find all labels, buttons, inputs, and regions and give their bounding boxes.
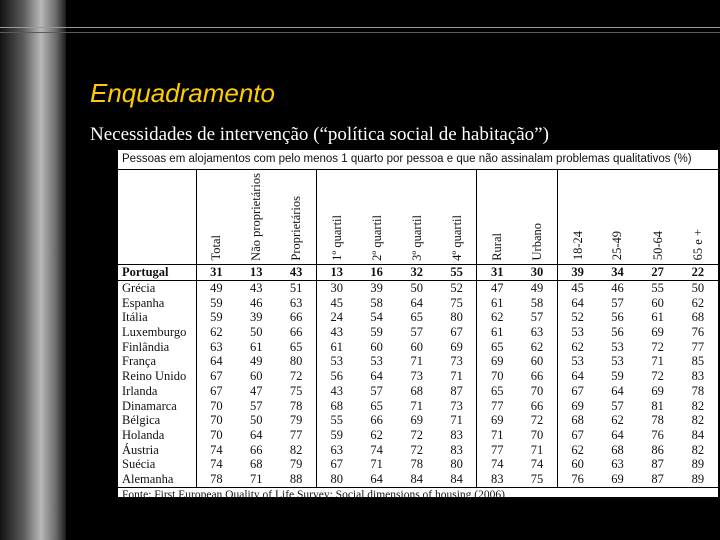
table-cell: 77: [477, 399, 517, 414]
table-cell: 67: [196, 384, 236, 399]
table-cell: 57: [249, 398, 263, 413]
table-cell: 50: [410, 280, 424, 295]
table-body: [118, 265, 718, 488]
table-cell: 62: [557, 340, 597, 355]
column-header: [477, 169, 517, 265]
table-cell: 61: [477, 325, 517, 340]
table-row: [118, 310, 718, 325]
country-name: Suécia: [122, 457, 156, 472]
table-cell: 50: [691, 280, 705, 295]
table-cell: 70: [530, 383, 544, 398]
table-cell: 47: [249, 383, 263, 398]
column-header-label: 50-64: [650, 231, 665, 261]
table-cell: 52: [450, 280, 463, 295]
table-cell: 72: [651, 369, 664, 384]
country-name: França: [122, 354, 157, 369]
table-cell: 60: [410, 339, 424, 354]
table-cell: 65: [289, 339, 303, 354]
table-cell: 59: [316, 428, 356, 443]
corner-cell: [118, 169, 196, 265]
table-cell: 49: [196, 280, 236, 295]
table-cell: 57: [611, 295, 624, 310]
table-cell: 49: [530, 280, 544, 295]
column-header: [196, 169, 236, 265]
table-cell: 13: [316, 265, 356, 281]
column-header-row: [118, 169, 718, 265]
table-source-note: Fonte: First European Quality of Life Survey: Social dimensions of housing (2006): [118, 487, 718, 502]
table-cell: 61: [316, 340, 356, 355]
table-cell: 70: [477, 369, 517, 384]
country-name: Finlândia: [122, 339, 170, 354]
table-cell: 64: [370, 472, 383, 487]
table-cell: 65: [410, 310, 424, 325]
table-cell: 67: [557, 384, 597, 399]
table-cell: 53: [557, 325, 597, 340]
table-cell: 76: [557, 472, 597, 487]
table-cell: 71: [477, 428, 517, 443]
housing-table: [118, 150, 718, 502]
table-cell: 63: [530, 325, 544, 340]
column-header: [316, 169, 356, 265]
table-cell: 59: [611, 369, 624, 384]
column-header-label: 2º quartil: [369, 214, 384, 261]
table-cell: 75: [450, 295, 463, 310]
column-header-label: Não proprietários: [249, 172, 264, 261]
column-header-label: Proprietários: [289, 195, 304, 261]
table-cell: 50: [249, 413, 263, 428]
table-cell: 72: [530, 413, 544, 428]
table-cell: 78: [691, 383, 705, 398]
table-cell: 43: [276, 265, 316, 281]
table-cell: 72: [289, 369, 303, 384]
table-cell: 13: [236, 265, 276, 281]
table-caption: Pessoas em alojamentos com pelo menos 1 quarto por pessoa e que não assinalam problemas qualitativos (%): [118, 150, 718, 169]
table-cell: 67: [450, 325, 463, 340]
table-cell: 65: [477, 340, 517, 355]
table-cell: 66: [289, 325, 303, 340]
table-cell: 69: [477, 354, 517, 369]
table-cell: 53: [557, 354, 597, 369]
table-cell: 71: [410, 354, 424, 369]
table-cell: 82: [691, 398, 705, 413]
table-cell: 63: [196, 340, 236, 355]
table-cell: 65: [477, 384, 517, 399]
table-cell: 83: [477, 472, 517, 487]
table-cell: 68: [557, 413, 597, 428]
table-cell: 72: [651, 339, 664, 354]
table-cell: 58: [370, 295, 383, 310]
column-header-label: Rural: [490, 232, 505, 261]
table-cell: 57: [611, 398, 624, 413]
table-cell: 78: [289, 398, 303, 413]
table-cell: 46: [611, 280, 624, 295]
table-cell: 51: [289, 280, 303, 295]
table-cell: 62: [691, 295, 705, 310]
table-cell: 39: [370, 280, 383, 295]
slide-title: Enquadramento: [90, 78, 276, 108]
table-cell: 61: [249, 339, 263, 354]
table-row: [118, 296, 718, 311]
table-row: [118, 457, 718, 472]
table-cell: 64: [611, 383, 624, 398]
table-cell: 84: [410, 472, 424, 487]
table-cell: 27: [638, 265, 678, 281]
table-cell: 59: [196, 296, 236, 311]
column-header: [437, 169, 477, 265]
table-cell: 53: [370, 354, 383, 369]
table-cell: 85: [691, 354, 705, 369]
table-cell: 67: [316, 457, 356, 472]
table-cell: 72: [410, 442, 424, 457]
table-cell: 64: [557, 369, 597, 384]
table-cell: 69: [611, 472, 624, 487]
table-cell: 74: [196, 443, 236, 458]
table-cell: 64: [611, 427, 624, 442]
table-cell: 30: [517, 265, 557, 281]
table-row: [118, 354, 718, 369]
table-cell: 34: [597, 265, 637, 281]
table-cell: 64: [557, 296, 597, 311]
table-cell: 68: [249, 457, 263, 472]
table-cell: 39: [249, 310, 263, 325]
table-cell: 86: [651, 442, 664, 457]
table-row: [118, 443, 718, 458]
table-cell: 46: [249, 295, 263, 310]
table-cell: 32: [397, 265, 437, 281]
table-cell: 69: [651, 383, 664, 398]
table-cell: 71: [530, 442, 544, 457]
table-cell: 54: [370, 310, 383, 325]
table-cell: 55: [651, 280, 664, 295]
table-cell: 80: [450, 310, 463, 325]
table-cell: 67: [196, 369, 236, 384]
table-cell: 55: [437, 265, 477, 281]
table-cell: 69: [450, 339, 463, 354]
table-cell: 70: [196, 428, 236, 443]
table-row: [118, 384, 718, 399]
table-cell: 74: [530, 457, 544, 472]
column-header-label: 65 e +: [690, 229, 705, 261]
table-cell: 31: [477, 265, 517, 281]
table-cell: 87: [450, 383, 463, 398]
table-cell: 66: [289, 310, 303, 325]
table-cell: 68: [691, 310, 705, 325]
table-cell: 22: [678, 265, 718, 281]
table-cell: 56: [611, 310, 624, 325]
table-cell: 73: [410, 369, 424, 384]
country-name: Alemanha: [122, 472, 174, 487]
table-cell: 59: [370, 325, 383, 340]
table-cell: 69: [477, 413, 517, 428]
table-cell: 65: [370, 398, 383, 413]
table-cell: 83: [691, 369, 705, 384]
table-cell: 88: [289, 472, 303, 487]
column-header-label: 18-24: [570, 231, 585, 261]
table-cell: 71: [651, 354, 664, 369]
table-cell: 62: [477, 310, 517, 325]
column-header: [597, 169, 637, 265]
table-row: [118, 428, 718, 443]
column-header-label: Total: [209, 235, 224, 261]
table-cell: 31: [196, 265, 236, 281]
country-name: Dinamarca: [122, 398, 177, 413]
table-cell: 71: [450, 369, 463, 384]
country-name: Portugal: [118, 265, 196, 281]
table-cell: 63: [316, 443, 356, 458]
table-cell: 82: [691, 413, 705, 428]
table-cell: 84: [691, 427, 705, 442]
table-cell: 89: [691, 457, 705, 472]
table-cell: 70: [530, 427, 544, 442]
table-cell: 84: [450, 472, 463, 487]
table-cell: 66: [249, 442, 263, 457]
table-row: [118, 325, 718, 340]
column-header-label: 25-49: [610, 231, 625, 261]
column-header: [357, 169, 397, 265]
table-row: [118, 413, 718, 428]
country-name: Luxemburgo: [122, 325, 187, 340]
country-name: Bélgica: [122, 413, 161, 428]
country-name: Grécia: [122, 280, 156, 295]
table-cell: 62: [611, 413, 624, 428]
table-row: [118, 472, 718, 487]
table-cell: 61: [651, 310, 664, 325]
table-row: [118, 399, 718, 414]
table-cell: 57: [370, 383, 383, 398]
table-cell: 77: [289, 427, 303, 442]
table-cell: 53: [611, 339, 624, 354]
table-cell: 62: [557, 443, 597, 458]
table-cell: 57: [410, 325, 424, 340]
table-cell: 30: [316, 280, 356, 295]
table-cell: 74: [477, 457, 517, 472]
data-table-panel: [118, 150, 718, 501]
table-cell: 45: [316, 296, 356, 311]
table-cell: 60: [370, 339, 383, 354]
table-cell: 68: [316, 399, 356, 414]
column-header-label: 4º quartil: [449, 214, 464, 261]
table-cell: 68: [410, 383, 424, 398]
table-cell: 80: [289, 354, 303, 369]
table-cell: 43: [316, 325, 356, 340]
table-cell: 53: [316, 354, 356, 369]
table-cell: 80: [316, 472, 356, 487]
table-cell: 64: [249, 427, 263, 442]
table-cell: 73: [450, 398, 463, 413]
column-header: [638, 169, 678, 265]
table-row: [118, 369, 718, 384]
country-name: Irlanda: [122, 383, 158, 398]
table-cell: 82: [289, 442, 303, 457]
table-cell: 70: [196, 399, 236, 414]
table-cell: 61: [477, 296, 517, 311]
column-header: [557, 169, 597, 265]
top-rule: [0, 27, 720, 28]
table-cell: 71: [450, 413, 463, 428]
table-cell: 81: [651, 398, 664, 413]
table-cell: 77: [691, 339, 705, 354]
table-cell: 56: [316, 369, 356, 384]
table-cell: 74: [196, 457, 236, 472]
table-cell: 71: [370, 457, 383, 472]
table-cell: 62: [196, 325, 236, 340]
table-cell: 69: [410, 413, 424, 428]
top-rule-secondary: [0, 32, 720, 33]
column-header-label: Urbano: [529, 223, 544, 261]
table-cell: 55: [316, 413, 356, 428]
table-cell: 71: [249, 472, 263, 487]
column-header: [678, 169, 718, 265]
table-cell: 79: [289, 457, 303, 472]
table-cell: 73: [450, 354, 463, 369]
table-cell: 60: [249, 369, 263, 384]
table-cell: 24: [316, 310, 356, 325]
table-cell: 75: [530, 472, 544, 487]
table-cell: 71: [410, 398, 424, 413]
table-cell: 76: [651, 427, 664, 442]
table-cell: 16: [357, 265, 397, 281]
table-cell: 70: [196, 413, 236, 428]
table-cell: 39: [557, 265, 597, 281]
column-header-label: 3º quartil: [409, 214, 424, 261]
table-cell: 63: [289, 295, 303, 310]
table-cell: 50: [249, 325, 263, 340]
table-cell: 43: [316, 384, 356, 399]
table-cell: 74: [370, 442, 383, 457]
table-cell: 89: [691, 472, 705, 487]
table-cell: 83: [450, 427, 463, 442]
table-cell: 66: [370, 413, 383, 428]
table-cell: 64: [370, 369, 383, 384]
table-cell: 76: [691, 325, 705, 340]
table-cell: 83: [450, 442, 463, 457]
table-cell: 69: [651, 325, 664, 340]
country-name: Holanda: [122, 427, 165, 442]
table-cell: 67: [557, 428, 597, 443]
table-cell: 53: [611, 354, 624, 369]
country-name: Áustria: [122, 442, 159, 457]
table-cell: 60: [651, 295, 664, 310]
table-cell: 64: [196, 354, 236, 369]
table-cell: 87: [651, 457, 664, 472]
table-cell: 78: [196, 472, 236, 487]
column-header: [236, 169, 276, 265]
country-name: Espanha: [122, 295, 165, 310]
table-cell: 57: [530, 310, 544, 325]
table-row: [118, 340, 718, 355]
table-row: [118, 280, 718, 295]
table-cell: 79: [289, 413, 303, 428]
country-name: Itália: [122, 310, 148, 325]
country-name: Reino Unido: [122, 369, 187, 384]
table-cell: 66: [530, 398, 544, 413]
table-cell: 75: [289, 383, 303, 398]
table-cell: 49: [249, 354, 263, 369]
table-cell: 62: [370, 427, 383, 442]
slide-subtitle: Necessidades de intervenção (“política social de habitação”): [90, 124, 549, 145]
table-cell: 78: [651, 413, 664, 428]
table-cell: 64: [410, 295, 424, 310]
table-cell: 69: [557, 399, 597, 414]
column-header: [517, 169, 557, 265]
table-cell: 58: [530, 295, 544, 310]
table-cell: 72: [410, 427, 424, 442]
table-cell: 59: [196, 310, 236, 325]
table-cell: 87: [651, 472, 664, 487]
table-cell: 63: [611, 457, 624, 472]
table-cell: 47: [477, 280, 517, 295]
table-cell: 60: [530, 354, 544, 369]
left-decorative-bar: [0, 0, 66, 540]
table-cell: 45: [557, 280, 597, 295]
table-row: [118, 265, 718, 281]
table-cell: 77: [477, 443, 517, 458]
column-header-label: 1º quartil: [329, 214, 344, 261]
table-cell: 68: [611, 442, 624, 457]
table-cell: 78: [410, 457, 424, 472]
table-cell: 43: [249, 280, 263, 295]
table-cell: 60: [557, 457, 597, 472]
table-cell: 80: [450, 457, 463, 472]
table-cell: 62: [530, 339, 544, 354]
table-cell: 82: [691, 442, 705, 457]
column-header: [276, 169, 316, 265]
table-cell: 52: [557, 310, 597, 325]
table-cell: 56: [611, 325, 624, 340]
column-header: [397, 169, 437, 265]
table-cell: 66: [530, 369, 544, 384]
